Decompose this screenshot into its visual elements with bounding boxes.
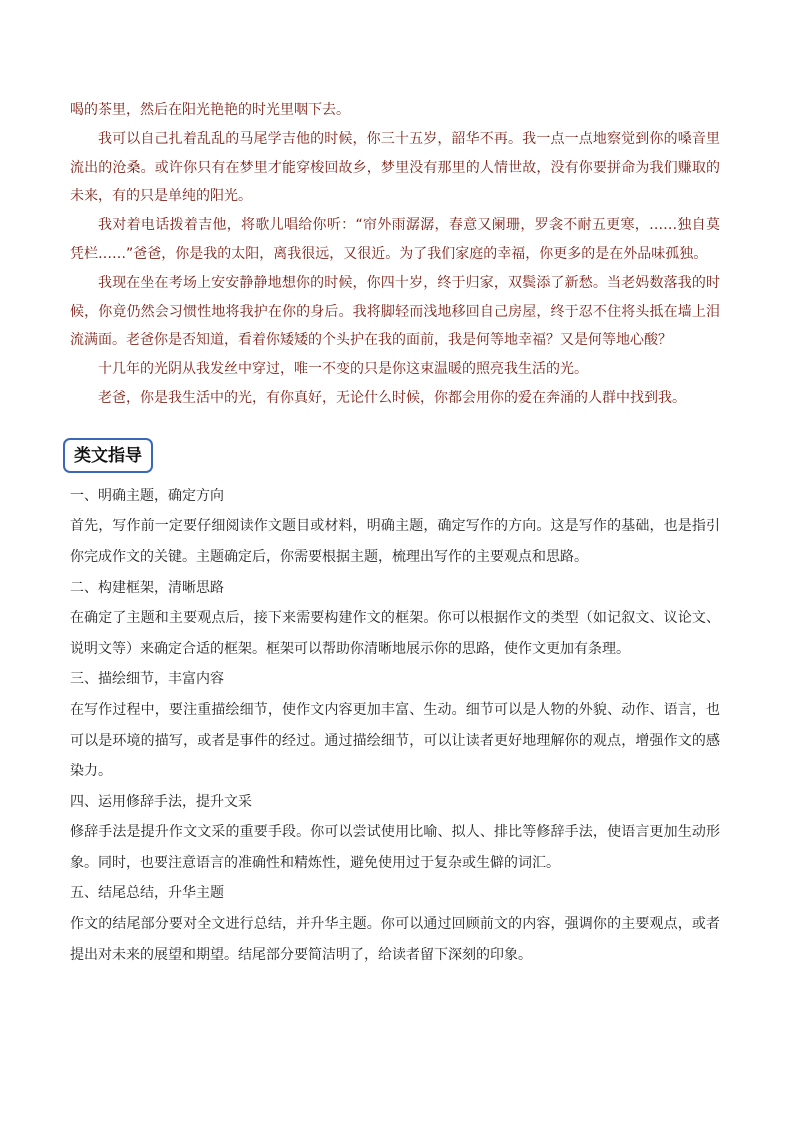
guide-heading: 二、构建框架，清晰思路 — [70, 579, 224, 596]
guide-heading: 三、描绘细节，丰富内容 — [70, 671, 224, 688]
section-heading: 类文指导 — [63, 438, 153, 473]
guide-heading: 五、结尾总结，升华主题 — [70, 885, 224, 902]
guide-heading: 一、明确主题，确定方向 — [70, 487, 224, 504]
essay-paragraph-continued: 喝的茶里，然后在阳光艳艳的时光里咽下去。 — [70, 102, 350, 118]
essay-paragraph: 我可以自己扎着乱乱的马尾学吉他的时候，你三十五岁，韶华不再。我一点一点地察觉到你的嗓音里流出的沧桑。或许你只有在梦里才能穿梭回故乡，梦里没有那里的人情世故，没有你要拼命为我们赚取的未来，有的只是单纯的阳光。 — [70, 130, 720, 205]
guide-heading: 四、运用修辞手法，提升文采 — [70, 793, 252, 810]
essay-paragraph: 我现在坐在考场上安安静静地想你的时候，你四十岁，终于归家，双鬓添了新愁。当老妈数落我的时候，你竟仍然会习惯性地将我护在你的身后。我将脚轻而浅地移回自己房屋，终于忍不住将头抵在墙上泪流满面。老爸你是否知道，看着你矮矮的个头护在我的面前，我是何等地幸福？又是何等地心酸？ — [70, 274, 720, 349]
guide-section — [70, 481, 720, 971]
essay-paragraph: 我对着电话拨着吉他，将歌儿唱给你听：“帘外雨潺潺，春意又阑珊，罗衾不耐五更寒，……独自莫凭栏……”爸爸，你是我的太阳，离我很远，又很近。为了我们家庭的幸福，你更多的是在外品味孤独。 — [70, 217, 720, 262]
guide-paragraph: 在确定了主题和主要观点后，接下来需要构建作文的框架。你可以根据作文的类型（如记叙文、议论文、说明文等）来确定合适的框架。框架可以帮助你清晰地展示你的思路，使作文更加有条理。 — [70, 610, 720, 657]
document-page — [70, 96, 720, 970]
essay-section — [70, 96, 720, 413]
essay-paragraph: 老爸，你是我生活中的光，有你真好，无论什么时候，你都会用你的爱在奔涌的人群中找到我。 — [98, 389, 686, 406]
guide-paragraph: 作文的结尾部分要对全文进行总结，并升华主题。你可以通过回顾前文的内容，强调你的主要观点，或者提出对未来的展望和期望。结尾部分要简洁明了，给读者留下深刻的印象。 — [70, 916, 720, 963]
guide-paragraph: 首先，写作前一定要仔细阅读作文题目或材料，明确主题，确定写作的方向。这是写作的基础，也是指引你完成作文的关键。主题确定后，你需要根据主题，梳理出写作的主要观点和思路。 — [70, 518, 720, 565]
essay-paragraph: 十几年的光阴从我发丝中穿过，唯一不变的只是你这束温暖的照亮我生活的光。 — [98, 361, 588, 378]
guide-paragraph: 修辞手法是提升作文文采的重要手段。你可以尝试使用比喻、拟人、排比等修辞手法，使语言更加生动形象。同时，也要注意语言的准确性和精炼性，避免使用过于复杂或生僻的词汇。 — [70, 824, 720, 871]
guide-paragraph: 在写作过程中，要注重描绘细节，使作文内容更加丰富、生动。细节可以是人物的外貌、动作、语言，也可以是环境的描写，或者是事件的经过。通过描绘细节，可以让读者更好地理解你的观点，增强作文的感染力。 — [70, 701, 720, 780]
